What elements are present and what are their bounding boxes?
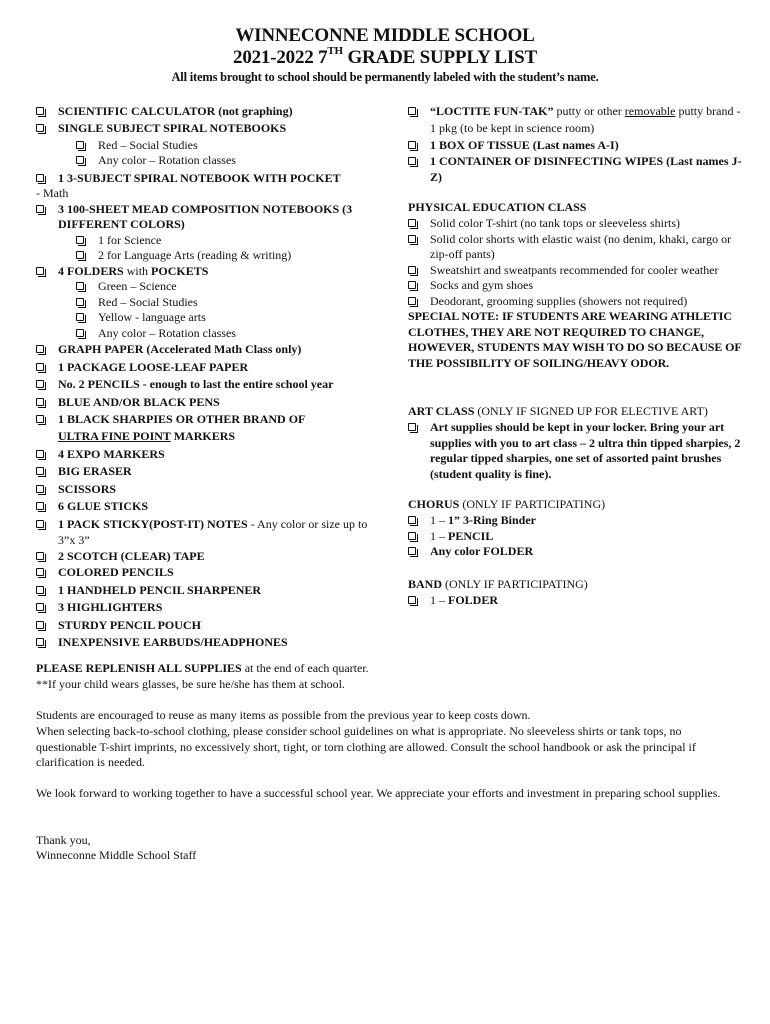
list-item: Deodorant, grooming supplies (showers not required) <box>408 294 748 310</box>
checkbox-icon <box>36 363 44 371</box>
checkbox-icon <box>76 282 84 290</box>
checkbox-icon <box>36 586 44 594</box>
list-item: 1 3-SUBJECT SPIRAL NOTEBOOK WITH POCKET <box>36 169 381 187</box>
checkbox-icon <box>408 141 416 149</box>
list-item: 1 – 1” 3-Ring Binder <box>408 513 748 529</box>
closing-paragraph: We look forward to working together to have a successful school year. We appreciate your efforts and investment in preparing school supplies. <box>36 786 721 800</box>
checkbox-icon <box>76 141 84 149</box>
checkbox-icon <box>408 281 416 289</box>
checkbox-icon <box>408 107 416 115</box>
list-item: Socks and gym shoes <box>408 278 748 294</box>
list-item: 3 100-SHEET MEAD COMPOSITION NOTEBOOKS (3 DIFFERENT COLORS) <box>36 202 381 233</box>
checkbox-icon <box>408 423 416 431</box>
checkbox-icon <box>36 124 44 132</box>
checkbox-icon <box>408 219 416 227</box>
list-item: Solid color shorts with elastic waist (no denim, khaki, cargo or zip-off pants) <box>408 232 748 263</box>
list-item: 1 PACKAGE LOOSE-LEAF PAPER <box>36 359 381 376</box>
checkbox-icon <box>36 467 44 475</box>
glasses-note: **If your child wears glasses, be sure he/she has them at school. <box>36 677 345 691</box>
checkbox-icon <box>36 450 44 458</box>
list-item: 4 FOLDERS with POCKETS <box>36 264 381 280</box>
list-title: 2021-2022 7TH GRADE SUPPLY LIST <box>233 44 537 68</box>
list-item: COLORED PENCILS <box>36 564 381 581</box>
checkbox-icon <box>408 157 416 165</box>
checkbox-icon <box>36 380 44 388</box>
list-item: Sweatshirt and sweatpants recommended for cooler weather <box>408 263 748 279</box>
checkbox-icon <box>36 107 44 115</box>
school-name: WINNECONNE MIDDLE SCHOOL <box>235 25 535 46</box>
checkbox-icon <box>408 266 416 274</box>
checkbox-icon <box>36 552 44 560</box>
checkbox-icon <box>36 502 44 510</box>
class-supplies-column <box>408 103 748 608</box>
checkbox-icon <box>36 638 44 646</box>
list-item: 1 HANDHELD PENCIL SHARPENER <box>36 582 381 599</box>
checkbox-icon <box>408 516 416 524</box>
art-section-heading: ART CLASS (ONLY IF SIGNED UP FOR ELECTIVE ART) <box>408 404 708 419</box>
list-item: 6 GLUE STICKS <box>36 498 381 515</box>
checkbox-icon <box>76 313 84 321</box>
checkbox-icon <box>76 329 84 337</box>
list-item: 1 PACK STICKY(POST-IT) NOTES - Any color or size up to 3”x 3” <box>36 515 381 548</box>
list-item: Art supplies should be kept in your locker. Bring your art supplies with you to art class – 2 ultra thin tipped sharpies, 2 regular tipped sharpies, one set of assorted paint brushes (student quality is fine). <box>408 420 748 482</box>
list-item: 1 BOX OF TISSUE (Last names A-I) <box>408 137 748 154</box>
list-item: “LOCTITE FUN-TAK” putty or other removable putty brand - 1 pkg (to be kept in science room) <box>408 103 748 137</box>
thank-you: Thank you, <box>36 833 91 847</box>
signature: Winneconne Middle School Staff <box>36 848 197 862</box>
checkbox-icon <box>408 297 416 305</box>
checkbox-icon <box>408 235 416 243</box>
list-item: STURDY PENCIL POUCH <box>36 617 381 634</box>
chorus-section-heading: CHORUS (ONLY IF PARTICIPATING) <box>408 497 606 512</box>
reuse-paragraph: Students are encouraged to reuse as many items as possible from the previous year to keep costs down. <box>36 708 531 722</box>
list-item: INEXPENSIVE EARBUDS/HEADPHONES <box>36 634 381 651</box>
clothing-paragraph: When selecting back-to-school clothing, please consider school guidelines on what is appropriate. No sleeveless shirts or tank tops, no questionable T-shirt imprints, no excessively short, tight, or torn clothing are allowed. Consult the school handbook or ask the principal if clarification is needed. <box>36 724 696 769</box>
checkbox-icon <box>408 547 416 555</box>
sub-list-item: Red – Social Studies <box>36 138 381 154</box>
checkbox-icon <box>36 520 44 528</box>
band-section-heading: BAND (ONLY IF PARTICIPATING) <box>408 576 588 591</box>
checkbox-icon <box>408 532 416 540</box>
checkbox-icon <box>76 236 84 244</box>
checkbox-icon <box>76 156 84 164</box>
list-item: Any color FOLDER <box>408 544 748 560</box>
list-item: SCIENTIFIC CALCULATOR (not graphing) <box>36 103 381 120</box>
list-item: 2 SCOTCH (CLEAR) TAPE <box>36 548 381 564</box>
checkbox-icon <box>36 621 44 629</box>
sub-list-item: Green – Science <box>36 279 381 295</box>
list-item: 1 – PENCIL <box>408 529 748 545</box>
list-item: 3 HIGHLIGHTERS <box>36 599 381 616</box>
list-item: GRAPH PAPER (Accelerated Math Class only) <box>36 341 381 358</box>
checkbox-icon <box>36 568 44 576</box>
checkbox-icon <box>36 415 44 423</box>
sub-list-item: Any color – Rotation classes <box>36 153 381 169</box>
checkbox-icon <box>36 267 44 275</box>
special-note: SPECIAL NOTE: IF STUDENTS ARE WEARING ATHLETIC CLOTHES, THEY ARE NOT REQUIRED TO CHANGE, HOWEVER, STUDENTS MAY WISH TO DO SO BECAUSE OF THE POSSIBILITY OF SOILING/HEAVY ODOR. <box>408 309 742 370</box>
list-item: SCISSORS <box>36 481 381 498</box>
checkbox-icon <box>36 205 44 213</box>
general-supplies-column <box>36 103 381 651</box>
sub-list-item: Yellow - language arts <box>36 310 381 326</box>
list-item: BIG ERASER <box>36 463 381 480</box>
checkbox-icon <box>36 345 44 353</box>
sub-list-item: Red – Social Studies <box>36 295 381 311</box>
list-item: 1 CONTAINER OF DISINFECTING WIPES (Last names J-Z) <box>408 154 748 185</box>
list-item: 4 EXPO MARKERS <box>36 446 381 463</box>
checkbox-icon <box>36 398 44 406</box>
list-item: SINGLE SUBJECT SPIRAL NOTEBOOKS <box>36 120 381 137</box>
list-item: 1 – FOLDER <box>408 593 748 609</box>
sub-list-item: 2 for Language Arts (reading & writing) <box>36 248 381 264</box>
list-item: 1 BLACK SHARPIES OR OTHER BRAND OF ULTRA FINE POINT MARKERS <box>36 411 381 446</box>
list-item-continuation: - Math <box>36 186 69 201</box>
list-item: No. 2 PENCILS - enough to last the entire school year <box>36 376 381 393</box>
checkbox-icon <box>408 596 416 604</box>
checkbox-icon <box>76 251 84 259</box>
checkbox-icon <box>76 298 84 306</box>
sub-list-item: 1 for Science <box>36 233 381 249</box>
list-item: BLUE AND/OR BLACK PENS <box>36 394 381 411</box>
replenish-note: PLEASE REPLENISH ALL SUPPLIES at the end of each quarter. <box>36 661 369 675</box>
list-item: Solid color T-shirt (no tank tops or sleeveless shirts) <box>408 216 748 232</box>
sub-list-item: Any color – Rotation classes <box>36 326 381 342</box>
pe-section-heading: PHYSICAL EDUCATION CLASS <box>408 200 587 214</box>
labeling-instruction: All items brought to school should be permanently labeled with the student’s name. <box>171 70 599 84</box>
checkbox-icon <box>36 603 44 611</box>
checkbox-icon <box>36 174 44 182</box>
checkbox-icon <box>36 485 44 493</box>
